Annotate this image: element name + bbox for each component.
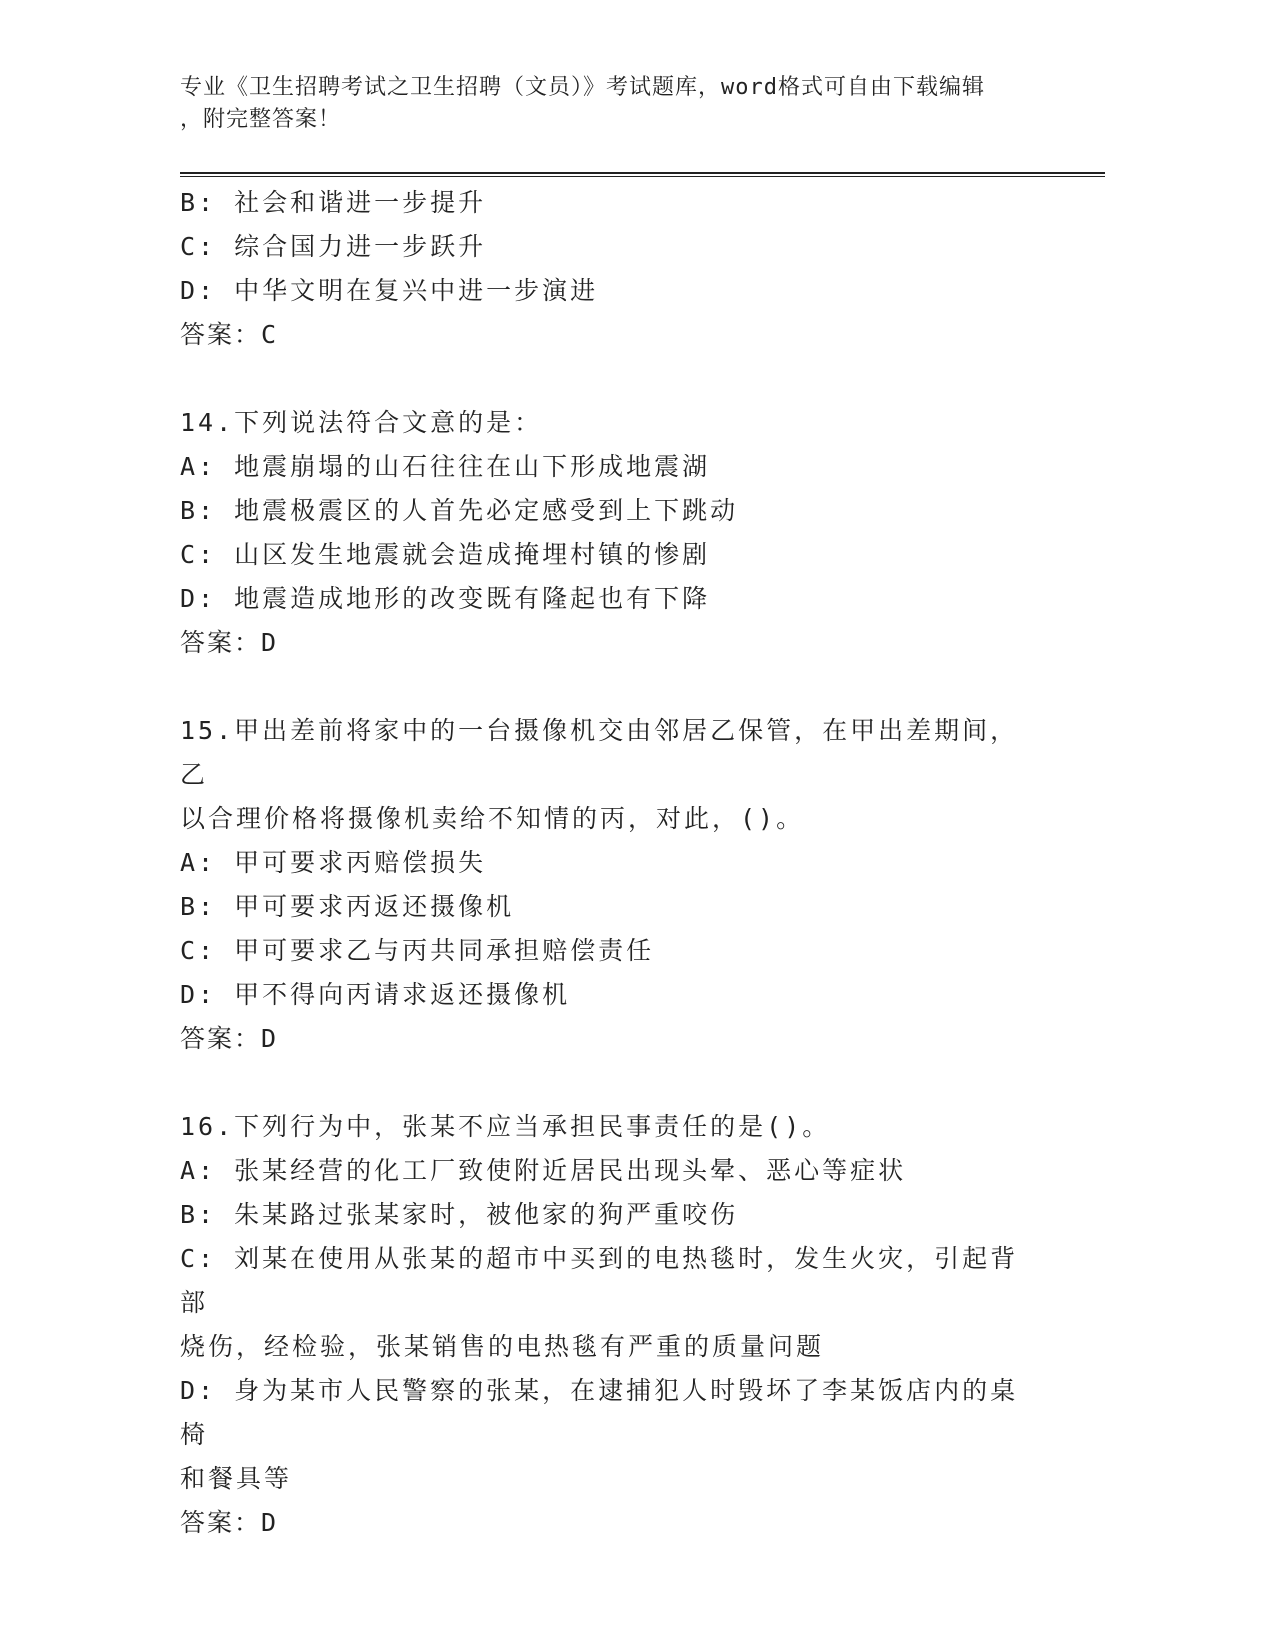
question-stem: 14.下列说法符合文意的是： [180, 408, 543, 437]
spacer [180, 357, 1040, 401]
question-stem-line-2: 以合理价格将摄像机卖给不知情的丙，对此，()。 [180, 804, 805, 833]
option-d: D: 地震造成地形的改变既有隆起也有下降 [180, 584, 711, 613]
question-15 [180, 709, 1040, 1061]
spacer [180, 665, 1040, 709]
question-13-tail [180, 181, 1040, 357]
answer: 答案：C [180, 320, 279, 349]
option-b: B: 朱某路过张某家时，被他家的狗严重咬伤 [180, 1200, 739, 1229]
option-d: D: 中华文明在复兴中进一步演进 [180, 276, 599, 305]
header-divider [180, 172, 1105, 177]
header-line-2: ，附完整答案！ [180, 107, 342, 132]
option-c: C: 甲可要求乙与丙共同承担赔偿责任 [180, 936, 655, 965]
header-line-1: 专业《卫生招聘考试之卫生招聘（文员）》考试题库，word格式可自由下载编辑 [180, 75, 985, 100]
option-c: C: 山区发生地震就会造成掩埋村镇的惨剧 [180, 540, 711, 569]
question-stem-line-1: 15.甲出差前将家中的一台摄像机交由邻居乙保管，在甲出差期间，乙 [180, 716, 1019, 789]
option-a: A: 张某经营的化工厂致使附近居民出现头晕、恶心等症状 [180, 1156, 907, 1185]
option-c-line-2: 烧伤，经检验，张某销售的电热毯有严重的质量问题 [180, 1332, 825, 1361]
question-content [180, 181, 1040, 1545]
answer: 答案：D [180, 1024, 279, 1053]
question-14 [180, 401, 1040, 665]
option-d: D: 甲不得向丙请求返还摄像机 [180, 980, 571, 1009]
answer: 答案：D [180, 628, 279, 657]
question-16 [180, 1105, 1040, 1545]
question-stem: 16.下列行为中，张某不应当承担民事责任的是()。 [180, 1112, 831, 1141]
option-a: A: 地震崩塌的山石往往在山下形成地震湖 [180, 452, 711, 481]
option-d-line-2: 和餐具等 [180, 1464, 293, 1493]
option-a: A: 甲可要求丙赔偿损失 [180, 848, 487, 877]
option-c: C: 综合国力进一步跃升 [180, 232, 487, 261]
option-d-line-1: D: 身为某市人民警察的张某，在逮捕犯人时毁坏了李某饭店内的桌椅 [180, 1376, 1019, 1449]
answer: 答案：D [180, 1508, 279, 1537]
option-b: B: 社会和谐进一步提升 [180, 188, 487, 217]
document-header [180, 72, 1040, 136]
spacer [180, 1061, 1040, 1105]
option-b: B: 甲可要求丙返还摄像机 [180, 892, 515, 921]
option-b: B: 地震极震区的人首先必定感受到上下跳动 [180, 496, 739, 525]
option-c-line-1: C: 刘某在使用从张某的超市中买到的电热毯时，发生火灾，引起背部 [180, 1244, 1019, 1317]
